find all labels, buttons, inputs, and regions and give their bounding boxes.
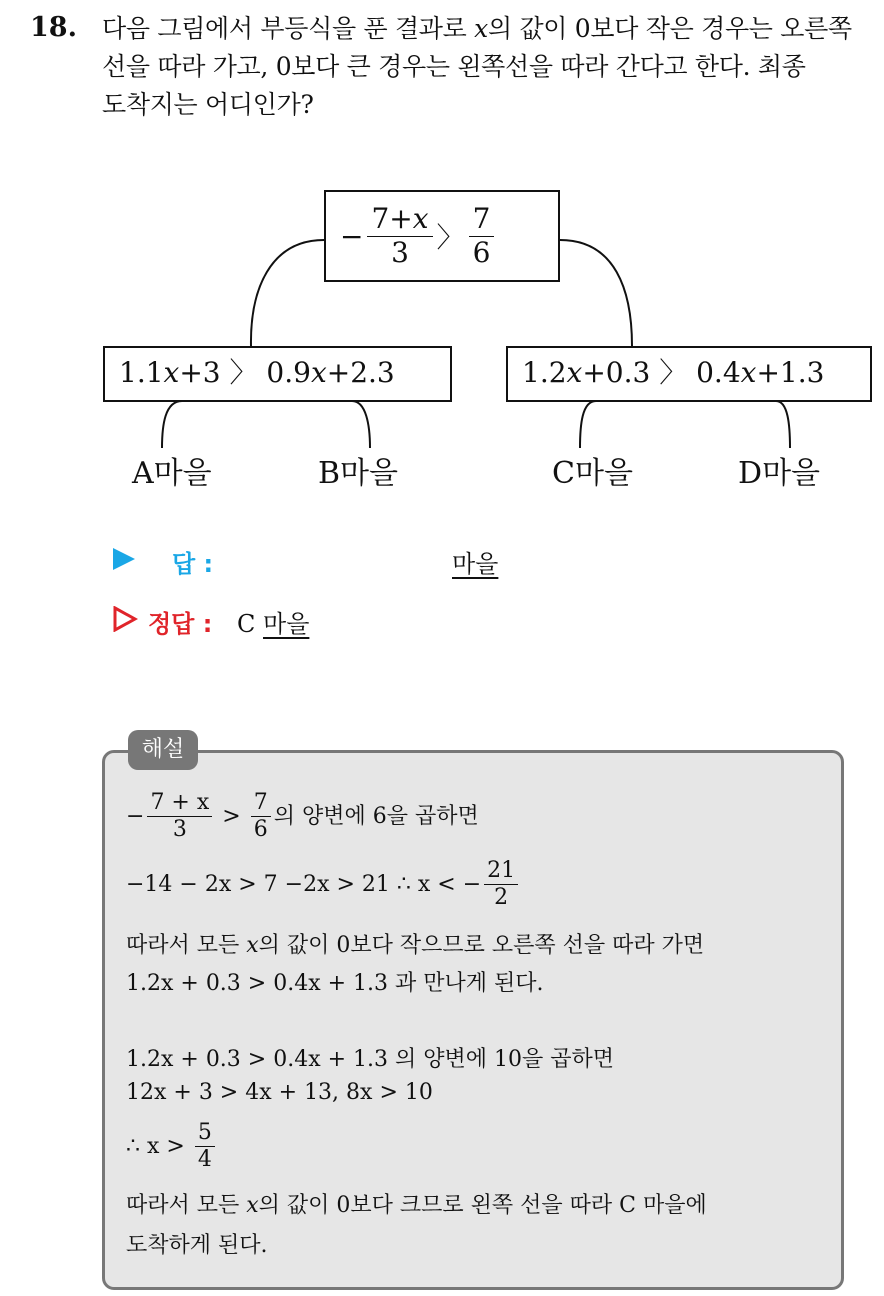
village-b: B마을: [318, 456, 399, 491]
top-right-fraction: $\frac{7}{6}$: [469, 203, 495, 268]
explain-line-8: 따라서 모든 x의 값이 0보다 크므로 왼쪽 선을 따라 C 마을에: [126, 1193, 707, 1218]
left-inequality-box: 1.1x+3 〉 0.9x+2.3: [103, 346, 452, 402]
correct-triangle-outline-icon: [112, 606, 138, 632]
answer-blank-suffix: 마을: [452, 550, 499, 578]
explain-line-4: 1.2x + 0.3 > 0.4x + 1.3 과 만나게 된다.: [126, 971, 544, 996]
right-inequality-box: 1.2x+0.3 〉 0.4x+1.3: [506, 346, 872, 402]
explain-line-5: 1.2x + 0.3 > 0.4x + 1.3 의 양변에 10을 곱하면: [126, 1047, 615, 1072]
village-a: A마을: [132, 456, 212, 491]
answer-triangle-icon: [113, 548, 135, 570]
question-line-2: 선을 따라 가고, 0보다 큰 경우는 왼쪽선을 따라 간다고 한다. 최종: [102, 52, 806, 81]
line-right-to-d: [776, 401, 790, 448]
top-operator: 〉: [436, 221, 465, 254]
correct-label: 정답 :: [148, 610, 213, 638]
line-left-to-a: [162, 401, 182, 448]
explain-line-7: ∴ x > $\frac{5}{4}$: [126, 1120, 218, 1174]
correct-answer: C 마을: [237, 610, 310, 638]
explain-line-9: 도착하게 된다.: [126, 1233, 268, 1258]
line-top-to-left: [251, 240, 324, 346]
village-c: C마을: [552, 456, 633, 491]
top-inequality-box: [324, 190, 560, 282]
line-top-to-right: [560, 240, 632, 346]
line-right-to-c: [580, 401, 596, 448]
answer-label: 답 :: [172, 550, 214, 578]
question-line-1: 다음 그림에서 부등식을 푼 결과로 x의 값이 0보다 작은 경우는 오른쪽: [102, 14, 852, 43]
explain-line-6: 12x + 3 > 4x + 13, 8x > 10: [126, 1080, 433, 1105]
explain-line-2: −14 − 2x > 7 −2x > 21 ∴ x < − $\frac{21}{2}$: [126, 858, 521, 912]
explain-line-1: − $\frac{7 + x}{3}$ > $\frac{7}{6}$ 의 양변에 6을 곱하면: [126, 790, 479, 843]
question-number: 18.: [30, 12, 77, 43]
explain-line-3: 따라서 모든 x의 값이 0보다 작으므로 오른쪽 선을 따라 가면: [126, 933, 705, 958]
top-left-fraction: $\frac{7+x}{3}$: [367, 203, 432, 268]
question-line-3: 도착지는 어디인가?: [102, 90, 314, 119]
minus-sign: −: [340, 219, 364, 253]
explanation-tag: 해설: [128, 730, 198, 770]
line-left-to-b: [352, 401, 370, 448]
village-d: D마을: [738, 456, 821, 491]
